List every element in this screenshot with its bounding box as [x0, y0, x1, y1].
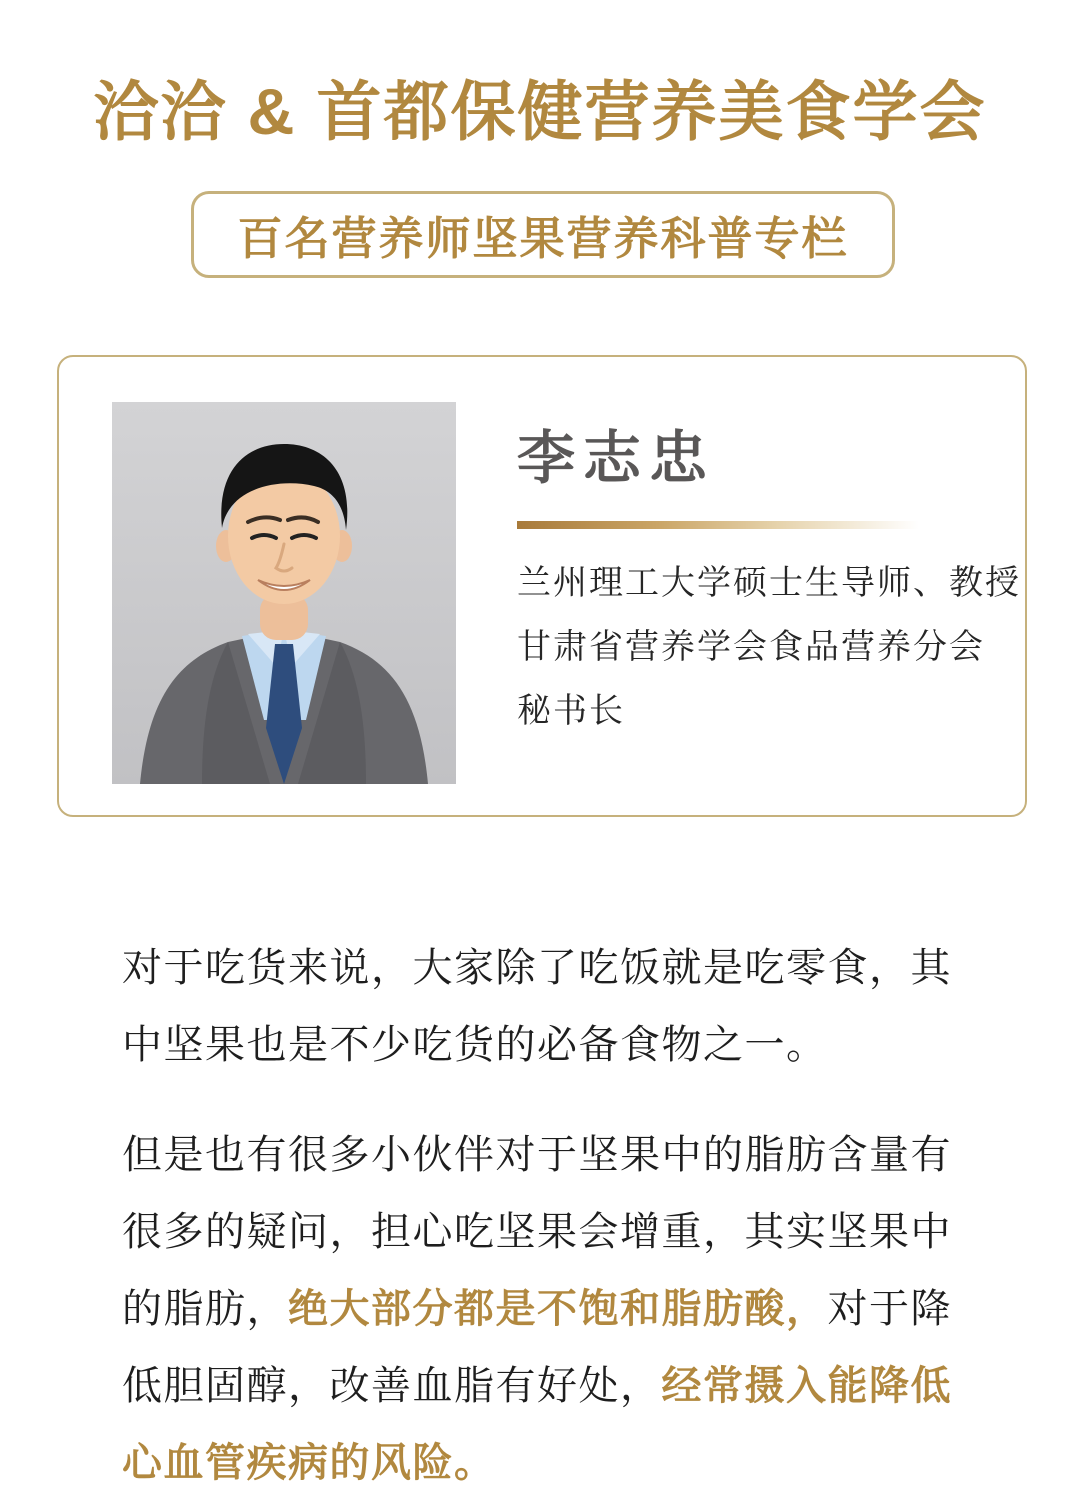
- highlighted-text: 经常摄入能降低心血管疾病的风险。: [122, 1364, 952, 1485]
- column-banner: [191, 191, 895, 278]
- credentials-list: [517, 551, 1021, 743]
- body-text: 对于降低胆固醇，改善血脂有好处，: [122, 1287, 952, 1408]
- highlighted-text: 绝大部分都是不饱和脂肪酸，: [288, 1287, 828, 1331]
- page-title: 洽洽 & 首都保健营养美食学会: [93, 75, 987, 148]
- portrait-photo: [112, 402, 456, 784]
- credential-line: 兰州理工大学硕士生导师、教授: [517, 564, 1021, 602]
- body-text: 但是也有很多小伙伴对于坚果中的脂肪含量有很多的疑问，担心吃坚果会增重，其实坚果中的脂肪，: [122, 1133, 952, 1331]
- credential-line: 甘肃省营养学会食品营养分会: [517, 628, 985, 666]
- credential-line: 秘书长: [517, 692, 625, 730]
- paragraph: [122, 930, 964, 1084]
- expert-name: 李志忠: [517, 426, 716, 491]
- paragraph: [122, 1117, 964, 1502]
- body-text: 对于吃货来说，大家除了吃饭就是吃零食，其中坚果也是不少吃货的必备食物之一。: [122, 946, 952, 1067]
- expert-profile-card: [57, 355, 1027, 817]
- gradient-divider: [517, 521, 919, 529]
- column-banner-label: 百名营养师坚果营养科普专栏: [237, 213, 849, 264]
- article-body: [122, 930, 964, 1502]
